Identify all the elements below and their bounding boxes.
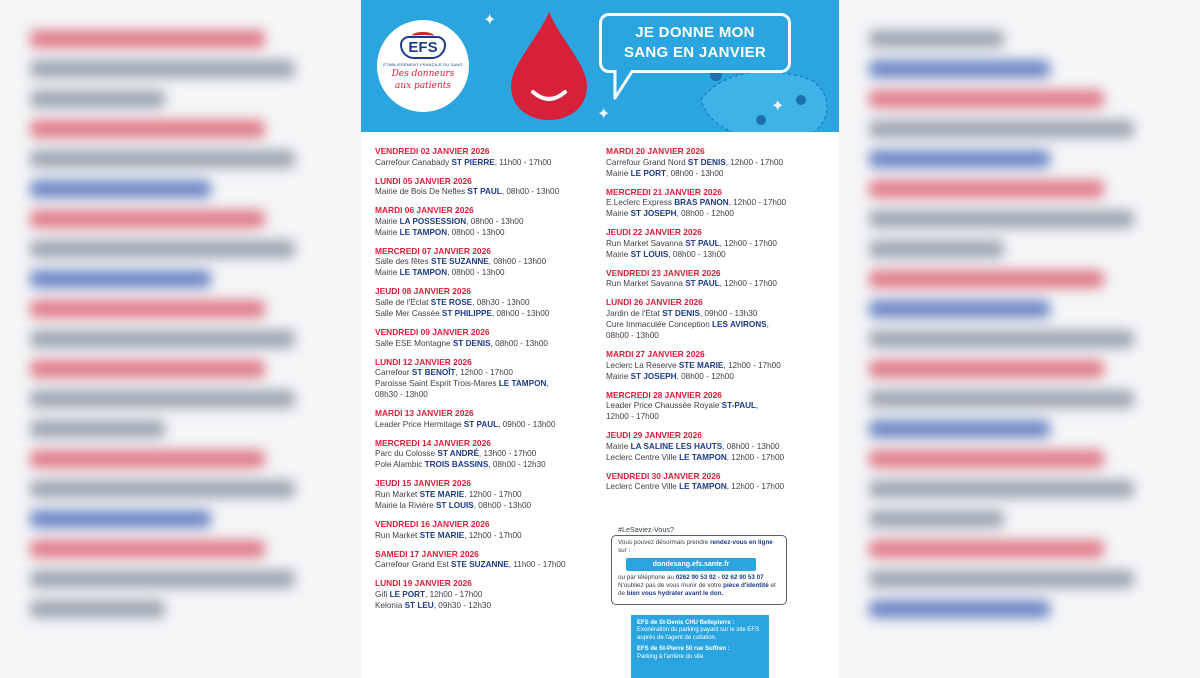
day-title: JEUDI 29 JANVIER 2026: [606, 430, 702, 441]
location-line: E.Leclerc Express BRAS PANON, 12h00 - 17h00: [606, 198, 787, 208]
location-line: Leader Price Chaussée Royale ST-PAUL,: [606, 401, 759, 411]
location-line: Carrefour ST BENOÎT, 12h00 - 17h00: [375, 368, 513, 378]
schedule-day: [375, 578, 600, 611]
note-stdenis-title: EFS de St-Denis CHU Bellepierre :: [637, 620, 735, 626]
day-title: LUNDI 19 JANVIER 2026: [375, 578, 472, 589]
poster: [361, 0, 839, 678]
location-line: 08h30 - 13h00: [375, 390, 428, 400]
logo-tagline-1: Des donneurs: [391, 69, 455, 79]
schedule-day: [375, 286, 600, 319]
location-line: Mairie ST LOUIS, 08h00 - 13h00: [606, 249, 726, 259]
town-name: LE TAMPON: [399, 227, 448, 237]
sparkle-icon: ✦: [483, 12, 497, 29]
day-title: VENDREDI 09 JANVIER 2026: [375, 326, 490, 337]
schedule-day: [606, 297, 831, 341]
town-name: ST-PAUL: [721, 401, 757, 411]
schedule-day: [375, 549, 600, 571]
schedule-column-right: [606, 146, 831, 500]
location-line: Run Market STE MARIE, 12h00 - 17h00: [375, 489, 522, 499]
schedule-day: [375, 478, 600, 511]
town-name: ST DENIS: [452, 338, 491, 348]
town-name: STE SUZANNE: [451, 560, 509, 570]
day-title: MARDI 27 JANVIER 2026: [606, 348, 705, 359]
blurred-background-right: [839, 0, 1200, 678]
town-name: LA SALINE LES HAUTS: [630, 441, 723, 451]
location-line: Mairie LA SALINE LES HAUTS, 08h00 - 13h00: [606, 441, 780, 451]
schedule-day: [606, 146, 831, 179]
town-name: TROIS BASSINS: [424, 460, 489, 470]
phone-text: ou par téléphone au 0262 90 53 92 - 02 62 90 53 07: [618, 574, 764, 581]
town-name: ST PAUL: [463, 419, 499, 429]
day-title: MERCREDI 28 JANVIER 2026: [606, 389, 722, 400]
reminder-text: N'oubliez pas de vous munir de votre pièce d'identité et de bien vous hydrater avant le don.: [618, 582, 776, 597]
location-line: Cure Immaculée Conception LES AVIRONS,: [606, 319, 769, 329]
blurred-background-left: [0, 0, 361, 678]
location-line: Mairie ST JOSEPH, 08h00 - 12h00: [606, 209, 734, 219]
schedule-day: [375, 357, 600, 401]
day-title: MARDI 06 JANVIER 2026: [375, 205, 474, 216]
location-line: Mairie la Rivière ST LOUIS, 08h00 - 13h00: [375, 500, 532, 510]
day-title: JEUDI 08 JANVIER 2026: [375, 286, 471, 297]
town-name: BRAS PANON: [674, 198, 729, 208]
town-name: ST PAUL: [467, 187, 502, 197]
location-line: Parc du Colosse ST ANDRÉ, 13h00 - 17h00: [375, 449, 537, 459]
location-line: Leclerc Centre Ville LE TAMPON, 12h00 - 17h00: [606, 452, 785, 462]
location-line: Run Market Savanna ST PAUL, 12h00 - 17h00: [606, 279, 777, 289]
schedule-day: [375, 408, 600, 430]
location-line: Mairie ST JOSEPH, 08h00 - 12h00: [606, 371, 734, 381]
location-line: 12h00 - 17h00: [606, 412, 659, 422]
schedule-day: [375, 205, 600, 238]
location-line: Salle de l'Éclat STE ROSE, 08h30 - 13h00: [375, 297, 530, 307]
banner: [361, 0, 839, 132]
schedule-day: [375, 327, 600, 349]
town-name: ST DENIS: [687, 157, 726, 167]
bubble-line-1: JE DONNE MON: [635, 24, 755, 41]
logo-tagline-2: aux patients: [394, 81, 452, 91]
location-line: Carrefour Canabady ST PIERRE, 11h00 - 17h00: [375, 157, 552, 167]
sparkle-icon: ✦: [597, 106, 611, 123]
info-box: [611, 535, 787, 605]
town-name: ST PAUL: [685, 238, 720, 248]
schedule-day: [375, 519, 600, 541]
town-name: STE MARIE: [678, 360, 724, 370]
speech-bubble: [599, 13, 791, 73]
day-title: MERCREDI 14 JANVIER 2026: [375, 437, 491, 448]
schedule-day: [606, 349, 831, 382]
town-name: STE ROSE: [430, 297, 473, 307]
day-title: JEUDI 15 JANVIER 2026: [375, 478, 471, 489]
site-notes-box: [631, 615, 769, 678]
note-stpierre-text: Parking à l'arrière du site.: [637, 653, 705, 660]
town-name: ST PHILIPPE: [441, 308, 492, 318]
logo-mark: EFS: [400, 36, 445, 59]
location-line: Jardin de l'État ST DENIS, 09h00 - 13h30: [606, 308, 758, 318]
day-title: LUNDI 12 JANVIER 2026: [375, 356, 472, 367]
town-name: ST DENIS: [662, 308, 700, 318]
location-line: Carrefour Grand Nord ST DENIS, 12h00 - 17h00: [606, 157, 784, 167]
town-name: ST PIERRE: [451, 157, 495, 167]
location-line: Gifi LE PORT, 12h00 - 17h00: [375, 589, 483, 599]
town-name: ST PAUL: [685, 279, 720, 289]
location-line: Leclerc La Reserve STE MARIE, 12h00 - 17h00: [606, 360, 781, 370]
town-name: LE TAMPON: [679, 452, 727, 462]
schedule-day: [606, 268, 831, 290]
schedule-day: [375, 438, 600, 471]
town-name: STE MARIE: [419, 489, 465, 499]
info-text: Vous pouvez désormais prendre rendez-vous en ligne sur :: [618, 539, 773, 554]
location-line: Mairie LE PORT, 08h00 - 13h00: [606, 168, 724, 178]
location-line: Pole Alambic TROIS BASSINS, 08h00 - 12h30: [375, 460, 546, 470]
efs-logo: [377, 20, 469, 112]
location-line: Mairie LE TAMPON, 08h00 - 13h00: [375, 227, 505, 237]
day-title: MERCREDI 07 JANVIER 2026: [375, 245, 491, 256]
location-line: Run Market STE MARIE, 12h00 - 17h00: [375, 530, 522, 540]
schedule-day: [606, 471, 831, 493]
town-name: ST BENOÎT: [411, 368, 456, 378]
day-title: SAMEDI 17 JANVIER 2026: [375, 548, 479, 559]
speech-bubble-tail: [613, 70, 635, 100]
town-name: ST LOUIS: [630, 249, 669, 259]
schedule-day: [606, 390, 831, 423]
location-line: Run Market Savanna ST PAUL, 12h00 - 17h00: [606, 238, 777, 248]
town-name: LA POSSESSION: [399, 216, 467, 226]
location-line: Salle Mer Cassée ST PHILIPPE, 08h00 - 13h00: [375, 308, 550, 318]
day-title: JEUDI 22 JANVIER 2026: [606, 227, 702, 238]
location-line: Carrefour Grand Est STE SUZANNE, 11h00 - 17h00: [375, 560, 566, 570]
day-title: VENDREDI 23 JANVIER 2026: [606, 267, 721, 278]
location-line: Mairie LA POSSESSION, 08h00 - 13h00: [375, 216, 524, 226]
town-name: LE TAMPON: [679, 482, 727, 492]
town-name: LE TAMPON: [399, 268, 448, 278]
location-line: Leclerc Centre Ville LE TAMPON, 12h00 - 17h00: [606, 482, 785, 492]
day-title: MARDI 20 JANVIER 2026: [606, 146, 705, 156]
location-line: Mairie LE TAMPON, 08h00 - 13h00: [375, 268, 505, 278]
town-name: ST LEU: [404, 600, 434, 610]
location-line: Salle ESE Montagne ST DENIS, 08h00 - 13h00: [375, 338, 548, 348]
town-name: LE TAMPON: [498, 379, 547, 389]
schedule-day: [606, 227, 831, 260]
schedule-column-left: [375, 146, 600, 619]
schedule-day: [375, 146, 600, 168]
day-title: LUNDI 26 JANVIER 2026: [606, 297, 703, 308]
schedule-day: [375, 176, 600, 198]
day-title: VENDREDI 30 JANVIER 2026: [606, 470, 721, 481]
schedule-day: [375, 246, 600, 279]
location-line: Kelonia ST LEU, 09h30 - 12h30: [375, 600, 492, 610]
location-line: 08h00 - 13h00: [606, 330, 659, 340]
hashtag: #LeSaviez-Vous?: [618, 525, 674, 534]
town-name: LE PORT: [389, 589, 426, 599]
town-name: ST LOUIS: [435, 500, 474, 510]
town-name: ST JOSEPH: [630, 209, 677, 219]
schedule-day: [606, 187, 831, 220]
location-line: Paroisse Saint Esprit Trois-Mares LE TAMPON,: [375, 379, 549, 389]
day-title: VENDREDI 02 JANVIER 2026: [375, 146, 490, 156]
bubble-line-2: SANG EN JANVIER: [623, 44, 767, 61]
logo-subtitle: ÉTABLISSEMENT FRANÇAIS DU SANG: [383, 62, 463, 67]
note-stdenis-text: Exonération du parking payant sur le site EFS auprès de l'agent de collation.: [637, 627, 760, 641]
booking-url-link[interactable]: dondesang.efs.sante.fr: [626, 558, 756, 571]
town-name: LES AVIRONS: [712, 319, 767, 329]
day-title: LUNDI 05 JANVIER 2026: [375, 175, 472, 186]
schedule-day: [606, 430, 831, 463]
town-name: LE PORT: [630, 168, 667, 178]
location-line: Salle des fêtes STE SUZANNE, 08h00 - 13h00: [375, 257, 547, 267]
location-line: Mairie de Bois De Nefles ST PAUL, 08h00 - 13h00: [375, 187, 560, 197]
location-line: Leader Price Hermitage ST PAUL, 09h00 - 13h00: [375, 419, 556, 429]
town-name: ST ANDRÉ: [437, 449, 479, 459]
blood-drop-icon: [507, 10, 591, 122]
sparkle-icon: ✦: [771, 98, 785, 115]
town-name: ST JOSEPH: [630, 371, 677, 381]
note-stpierre-title: EFS de St-Pierre 50 rue Suffren :: [637, 646, 730, 653]
day-title: MERCREDI 21 JANVIER 2026: [606, 186, 722, 197]
town-name: STE SUZANNE: [430, 257, 489, 267]
town-name: STE MARIE: [419, 530, 465, 540]
day-title: MARDI 13 JANVIER 2026: [375, 408, 474, 419]
day-title: VENDREDI 16 JANVIER 2026: [375, 518, 490, 529]
